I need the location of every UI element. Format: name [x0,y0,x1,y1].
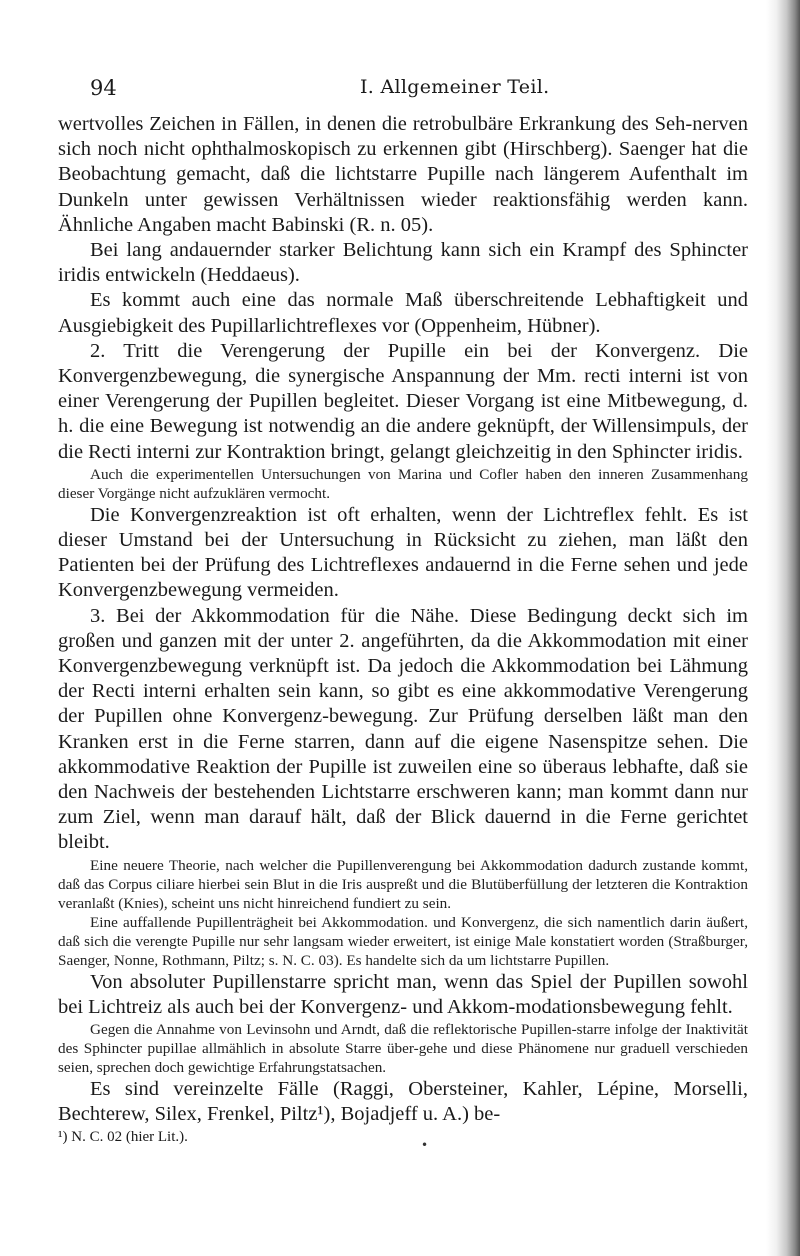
page-edge-shadow [766,0,800,1256]
footnote: ¹) N. C. 02 (hier Lit.). [58,1128,188,1145]
paragraph-4: 2. Tritt die Verengerung der Pupille ein bei der Konvergenz. Die Konvergenzbewegung, die synergische Anspannung der Mm. recti interni ist von einer Verengerung der Pupillen begleitet. Dieser Vorgang ist eine Mitbewegung, d. h. die eine Bewegung ist notwendig an die andere geknüpft, der Willensimpuls, der die Recti interni zur Kontraktion bringt, gelangt gleichzeitig in den Sphincter iridis. [58,339,748,463]
paragraph-3: Es kommt auch eine das normale Maß überschreitende Lebhaftigkeit und Ausgiebigkeit des Pupillarlichtreflexes vor (Oppenheim, Hübner). [58,289,748,337]
stray-mark: • [421,1138,429,1152]
paragraph-7: Von absoluter Pupillenstarre spricht man, wenn das Spiel der Pupillen sowohl bei Lichtreiz als auch bei der Konvergenz- und Akkom-modationsbewegung fehlt. [58,970,748,1018]
running-head: I. Allgemeiner Teil. [360,76,550,98]
paragraph-8: Es sind vereinzelte Fälle (Raggi, Obersteiner, Kahler, Lépine, Morselli, Bechterew, Silex, Frenkel, Piltz¹), Bojadjeff u. A.) be- [58,1078,748,1126]
small-print-4: Gegen die Annahme von Levinsohn und Arndt, daß die reflektorische Pupillen-starre infolge der Inaktivität des Sphincter pupillae allmählich in absolute Starre über-gehe und diese Phänomene nur graduell verschieden seien, sprechen doch gewichtige Erfahrungstatsachen. [58,1021,748,1077]
small-print-3: Eine auffallende Pupillenträgheit bei Akkommodation. und Konvergenz, die sich namentlich darin äußert, daß sich die verengte Pupille nur sehr langsam wieder erweitert, ist einige Male konstatiert worden (Straßburger, Saenger, Nonne, Rothmann, Piltz; s. N. C. 03). Es handelte sich da um lichtstarre Pupillen. [58,913,748,969]
body-text [58,112,748,1146]
paragraph-6: 3. Bei der Akkommodation für die Nähe. Diese Bedingung deckt sich im großen und ganzen mit der unter 2. angeführten, da die Akkommodation mit einer Konvergenzbewegung verknüpft ist. Da jedoch die Akkommodation bei Lähmung der Recti interni erhalten sein kann, so gibt es eine akkommodative Verengerung der Pupillen ohne Konvergenz-bewegung. Zur Prüfung derselben läßt man den Kranken erst in die Ferne starren, dann auf die eigene Nasenspitze sehen. Die akkommodative Reaktion der Pupille ist zuweilen eine so überaus lebhafte, daß sie den Nachweis der bestehenden Lichtstarre erschweren kann; man kommt dann nur zum Ziel, wenn man darauf hält, daß der Blick dauernd in die Ferne gerichtet bleibt. [58,604,748,854]
small-print-2: Eine neuere Theorie, nach welcher die Pupillenverengung bei Akkommodation dadurch zustande kommt, daß das Corpus ciliare hierbei sein Blut in die Iris auspreßt und die Blutüberfüllung der letzteren die Kontraktion veranlaßt (Knies), scheint uns nicht hinreichend fundiert zu sein. [58,856,748,912]
paragraph-1: wertvolles Zeichen in Fällen, in denen die retrobulbäre Erkrankung des Seh-nerven sich noch nicht ophthalmoskopisch zu erkennen gibt (Hirschberg). Saenger hat die Beobachtung gemacht, daß die lichtstarre Pupille nach längerem Aufenthalt im Dunkeln unter gewissen Verhältnissen wieder reaktionsfähig werden kann. Ähnliche Angaben macht Babinski (R. n. 05). [58,113,748,236]
paragraph-2: Bei lang andauernder starker Belichtung kann sich ein Krampf des Sphincter iridis entwickeln (Heddaeus). [58,239,748,287]
page-number: 94 [90,76,117,100]
paragraph-5: Die Konvergenzreaktion ist oft erhalten, wenn der Lichtreflex fehlt. Es ist dieser Umstand bei der Untersuchung in Rücksicht zu ziehen, man läßt den Patienten bei der Prüfung des Lichtreflexes andauernd in die Ferne sehen und jede Konvergenzbewegung vermeiden. [58,503,748,602]
small-print-1: Auch die experimentellen Untersuchungen von Marina und Cofler haben den inneren Zusammenhang dieser Vorgänge nicht aufzuklären vermocht. [58,465,748,502]
page-header [58,76,748,106]
